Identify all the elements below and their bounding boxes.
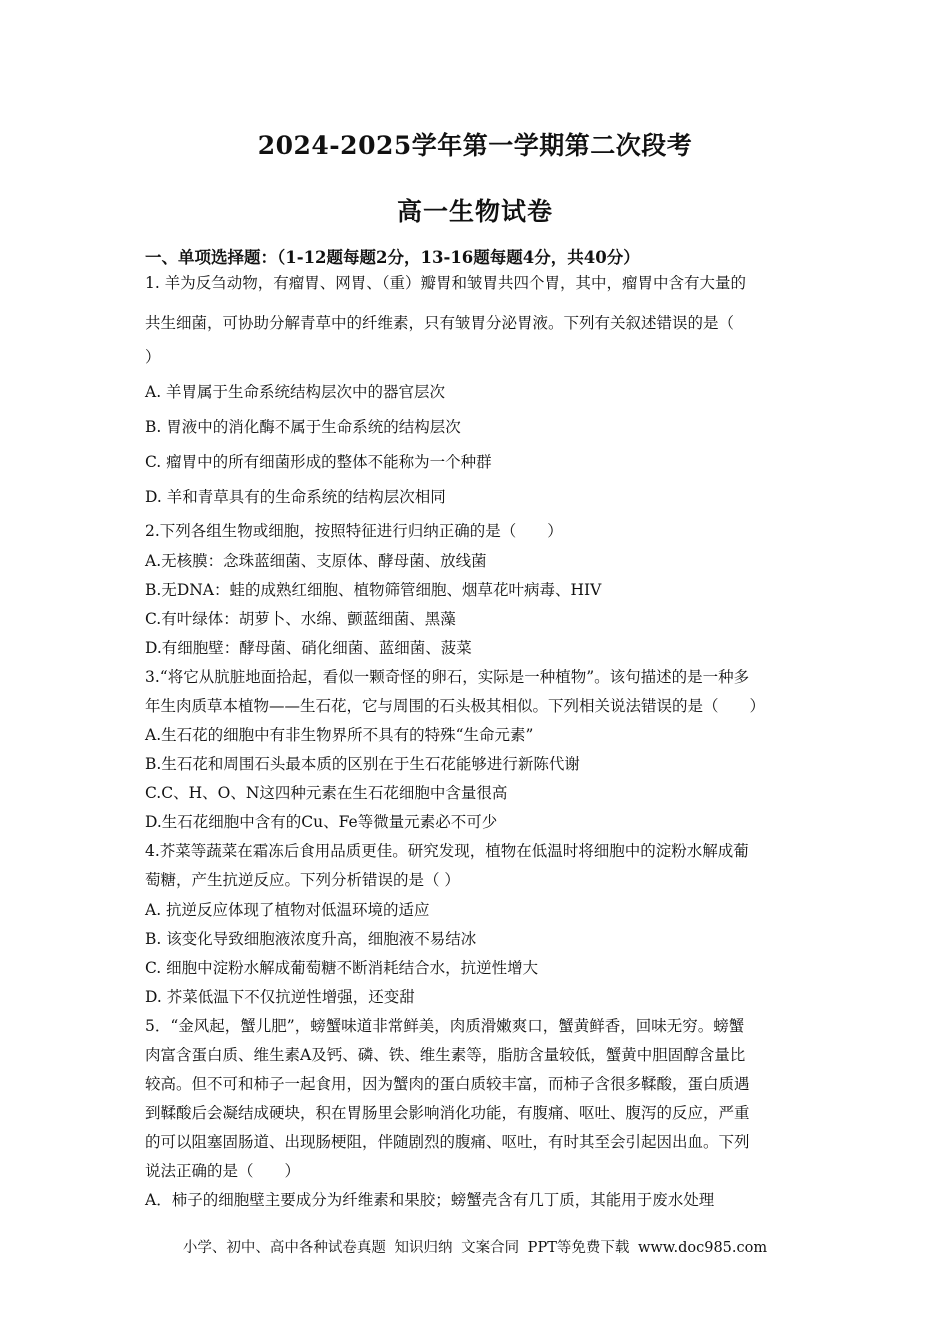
- text-line: A. 羊胃属于生命系统结构层次中的器官层次: [145, 383, 446, 401]
- text-line: 2.下列各组生物或细胞，按照特征进行归纳正确的是（ ）: [145, 522, 563, 540]
- text-line: 较高。但不可和柿子一起食用，因为蟹肉的蛋白质较丰富，而柿子含很多鞣酸，蛋白质遇: [145, 1075, 750, 1093]
- text-line: D. 芥菜低温下不仅抗逆性增强，还变甜: [145, 988, 415, 1006]
- text-line: 5．“金风起，蟹儿肥”，螃蟹味道非常鲜美，肉质滑嫩爽口，蟹黄鲜香，回味无穷。螃蟹: [145, 1017, 745, 1035]
- text-line: 年生肉质草本植物——生石花，它与周围的石头极其相似。下列相关说法错误的是（ ）: [145, 697, 766, 715]
- text-line: B. 胃液中的消化酶不属于生命系统的结构层次: [145, 418, 461, 436]
- text-line: D. 羊和青草具有的生命系统的结构层次相同: [145, 488, 446, 506]
- text-line: D.生石花细胞中含有的Cu、Fe等微量元素必不可少: [145, 813, 498, 831]
- text-line: 的可以阻塞固肠道、出现肠梗阻，伴随剧烈的腹痛、呕吐，有时其至会引起因出血。下列: [145, 1133, 750, 1151]
- text-line: A．柿子的细胞壁主要成分为纤维素和果胶；螃蟹壳含有几丁质，其能用于废水处理: [145, 1191, 715, 1209]
- text-line: C.有叶绿体：胡萝卜、水绵、颤蓝细菌、黑藻: [145, 610, 456, 628]
- text-line: A.无核膜：念珠蓝细菌、支原体、酵母菌、放线菌: [145, 552, 487, 570]
- text-line: C. 瘤胃中的所有细菌形成的整体不能称为一个种群: [145, 453, 492, 471]
- text-line: B.生石花和周围石头最本质的区别在于生石花能够进行新陈代谢: [145, 755, 580, 773]
- text-line: 到鞣酸后会凝结成硬块，积在胃肠里会影响消化功能，有腹痛、呕吐、腹泻的反应，严重: [145, 1104, 750, 1122]
- text-line: 肉富含蛋白质、维生素A及钙、磷、铁、维生素等，脂肪含量较低，蟹黄中胆固醇含量比: [145, 1046, 746, 1064]
- text-line: B.无DNA：蛙的成熟红细胞、植物筛管细胞、烟草花叶病毒、HIV: [145, 581, 602, 599]
- footer-text: 小学、初中、高中各种试卷真题 知识归纳 文案合同 PPT等免费下载 www.doc985.com: [182, 1240, 768, 1256]
- text-line: C.C、H、O、N这四种元素在生石花细胞中含量很高: [145, 784, 508, 802]
- exam-subtitle: 高一生物试卷: [396, 197, 553, 226]
- text-line: B. 该变化导致细胞液浓度升高，细胞液不易结冰: [145, 930, 477, 948]
- text-line: 4.芥菜等蔬菜在霜冻后食用品质更佳。研究发现，植物在低温时将细胞中的淀粉水解成葡: [145, 842, 749, 860]
- text-line: D.有细胞壁：酵母菌、硝化细菌、蓝细菌、菠菜: [145, 639, 472, 657]
- text-line: 3.“将它从肮脏地面拾起，看似一颗奇怪的卵石，实际是一种植物”。该句描述的是一种多: [145, 668, 750, 686]
- section-heading: 一、单项选择题：（1-12题每题2分，13-16题每题4分，共40分）: [145, 248, 640, 267]
- text-line: 1. 羊为反刍动物，有瘤胃、网胃、（重）瓣胃和皱胃共四个胃，其中，瘤胃中含有大量的: [145, 274, 746, 292]
- text-line: A. 抗逆反应体现了植物对低温环境的适应: [145, 901, 430, 919]
- text-line: 萄糖，产生抗逆反应。下列分析错误的是（ ）: [145, 871, 460, 889]
- text-line: 共生细菌，可协助分解青草中的纤维素，只有皱胃分泌胃液。下列有关叙述错误的是（: [145, 314, 735, 332]
- text-line: C. 细胞中淀粉水解成葡萄糖不断消耗结合水，抗逆性增大: [145, 959, 539, 977]
- text-line: A.生石花的细胞中有非生物界所不具有的特殊“生命元素”: [145, 726, 534, 744]
- text-line: ）: [145, 348, 161, 366]
- text-line: 说法正确的是（ ）: [145, 1162, 301, 1180]
- exam-title: 2024-2025学年第一学期第二次段考: [257, 131, 693, 160]
